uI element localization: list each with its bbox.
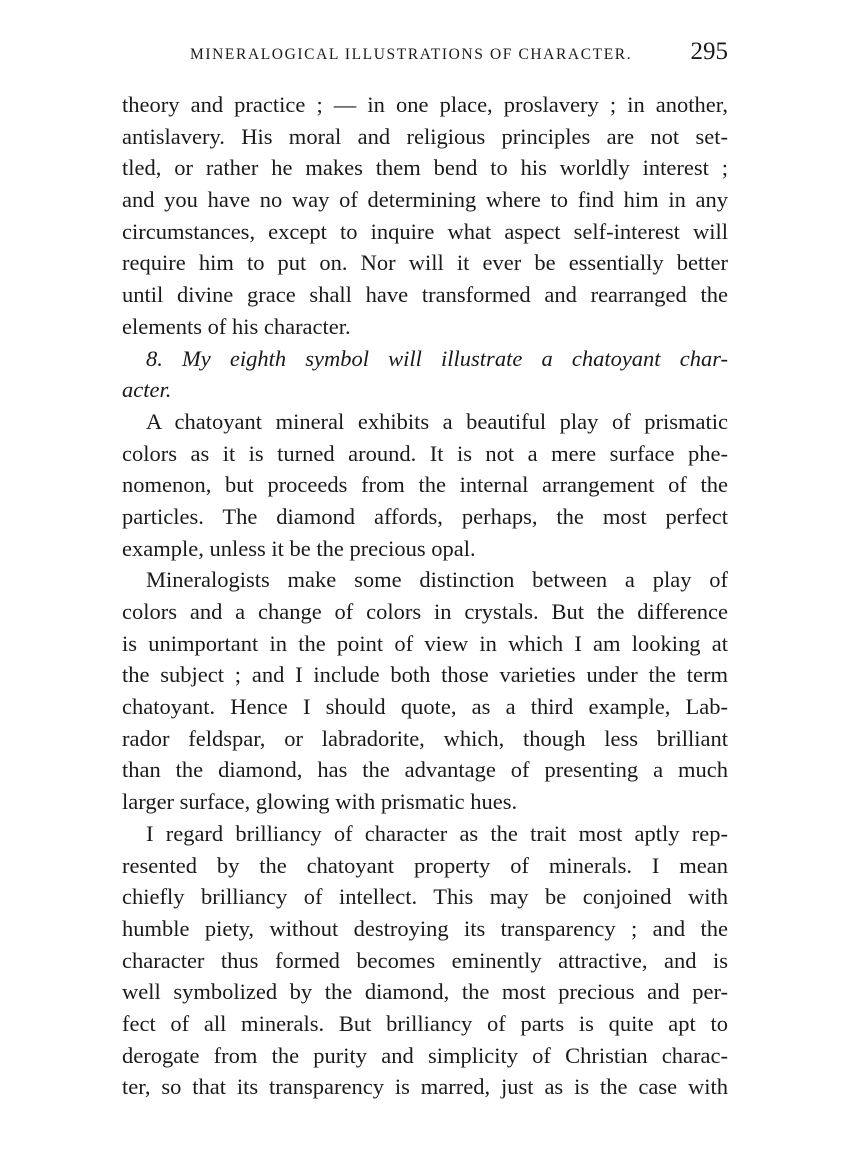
- text-line: example, unless it be the precious opal.: [122, 535, 476, 561]
- page-number: 295: [690, 38, 728, 65]
- text-line: acter.: [122, 377, 172, 403]
- text-line: than the diamond, has the advantage of presenting a much: [122, 757, 728, 783]
- text-line: A chatoyant mineral exhibits a beautiful play of prismatic: [146, 408, 728, 434]
- text-line: require him to put on. Nor will it ever be essentially better: [122, 250, 728, 276]
- text-line: circumstances, except to inquire what aspect self-interest will: [122, 218, 728, 244]
- text-line: colors as it is turned around. It is not a mere surface phe-: [122, 440, 728, 466]
- text-line: I regard brilliancy of character as the trait most aptly rep-: [146, 820, 728, 846]
- text-line: fect of all minerals. But brilliancy of parts is quite apt to: [122, 1010, 728, 1036]
- text-line: particles. The diamond affords, perhaps, the most perfect: [122, 503, 728, 529]
- text-line: tled, or rather he makes them bend to his worldly interest ;: [122, 155, 728, 181]
- text-line: larger surface, glowing with prismatic hues.: [122, 789, 518, 815]
- text-line: antislavery. His moral and religious principles are not set-: [122, 123, 728, 149]
- running-header: [190, 38, 730, 70]
- text-line: resented by the chatoyant property of minerals. I mean: [122, 852, 728, 878]
- text-line: derogate from the purity and simplicity of Christian charac-: [122, 1042, 728, 1068]
- text-line: theory and practice ; — in one place, proslavery ; in another,: [122, 92, 728, 117]
- body-text: [122, 89, 728, 1103]
- text-line: character thus formed becomes eminently attractive, and is: [122, 947, 728, 973]
- text-line: elements of his character.: [122, 313, 351, 339]
- text-line: until divine grace shall have transformed and rearranged the: [122, 282, 728, 308]
- text-line: 8. My eighth symbol will illustrate a chatoyant char-: [146, 345, 728, 371]
- text-line: rador feldspar, or labradorite, which, though less brilliant: [122, 725, 728, 751]
- text-line: is unimportant in the point of view in which I am looking at: [122, 630, 728, 656]
- text-line: and you have no way of determining where to find him in any: [122, 187, 728, 213]
- text-line: Mineralogists make some distinction between a play of: [146, 567, 728, 593]
- text-line: nomenon, but proceeds from the internal arrangement of the: [122, 472, 728, 498]
- text-line: ter, so that its transparency is marred, just as is the case with: [122, 1074, 728, 1100]
- text-line: well symbolized by the diamond, the most precious and per-: [122, 979, 728, 1005]
- running-title: MINERALOGICAL ILLUSTRATIONS OF CHARACTER.: [190, 46, 633, 63]
- text-line: the subject ; and I include both those varieties under the term: [122, 662, 728, 688]
- text-line: chiefly brilliancy of intellect. This may be conjoined with: [122, 884, 728, 910]
- text-line: chatoyant. Hence I should quote, as a third example, Lab-: [122, 694, 728, 720]
- text-line: humble piety, without destroying its transparency ; and the: [122, 915, 728, 941]
- text-line: colors and a change of colors in crystals. But the difference: [122, 599, 728, 624]
